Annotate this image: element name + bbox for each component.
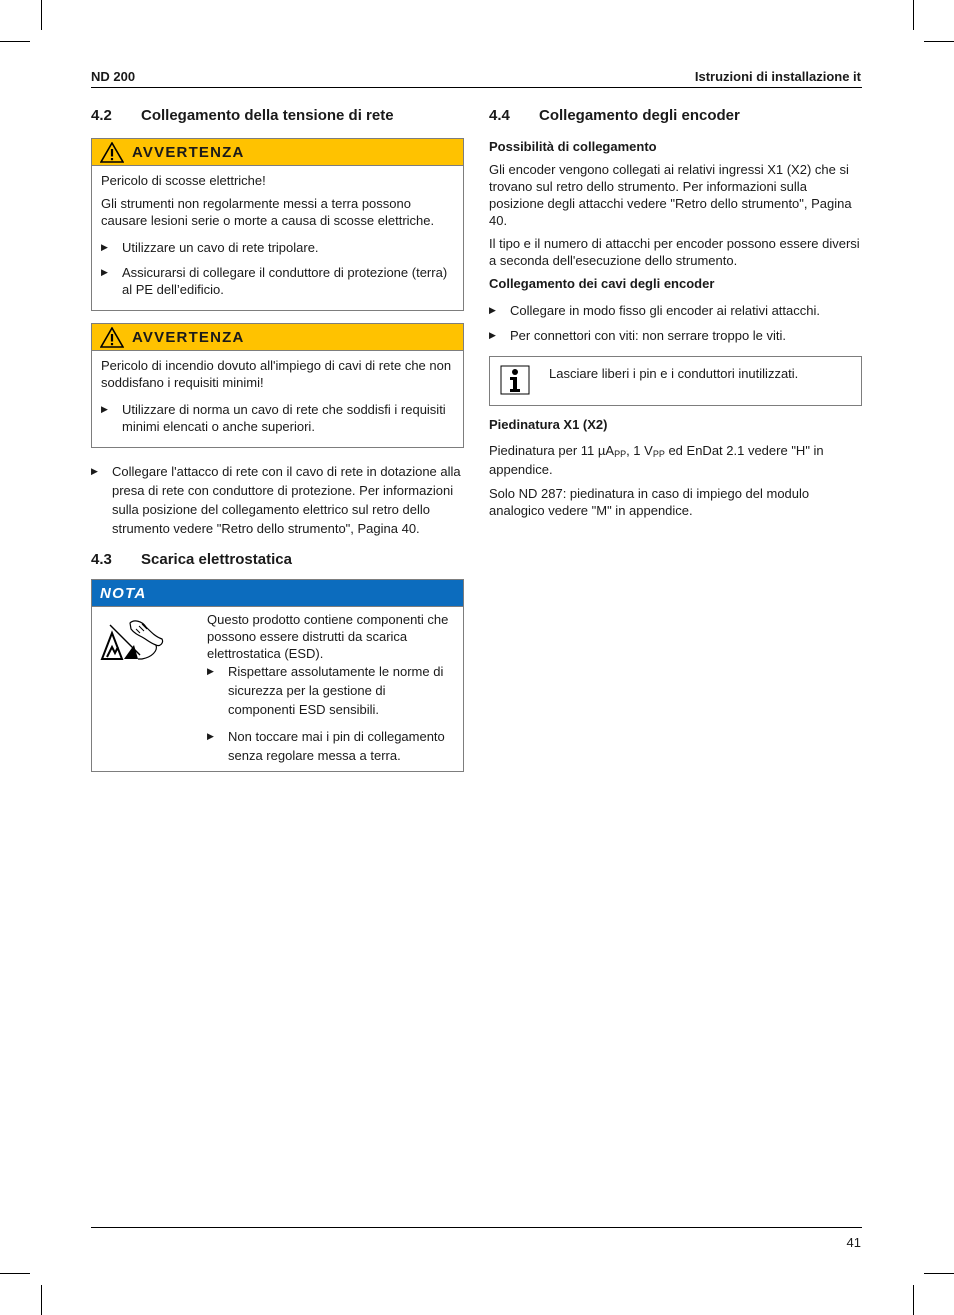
subheading-cavi: Collegamento dei cavi degli encoder	[489, 276, 715, 291]
crop-mark	[924, 41, 954, 42]
warning-triangle-icon	[100, 142, 124, 163]
list-item: ▶ Utilizzare di norma un cavo di rete che soddisfi i requisiti minimi elencati o anche superiori.	[101, 402, 446, 434]
bullet-triangle-icon: ▶	[489, 330, 496, 340]
section-heading-4-4: 4.4 Collegamento degli encoder	[489, 107, 740, 124]
subheading-possibilita: Possibilità di collegamento	[489, 139, 657, 154]
header-doc-title: Istruzioni di installazione it	[694, 69, 861, 84]
list-item: ▶ Utilizzare un cavo di rete tripolare.	[101, 240, 319, 255]
warning-label: AVVERTENZA	[132, 328, 245, 346]
warning-box-shock	[91, 138, 464, 311]
crop-mark	[41, 1285, 42, 1315]
esd-icon	[100, 611, 207, 765]
warning-box-fire	[91, 323, 464, 448]
section-heading-4-3: 4.3 Scarica elettrostatica	[91, 551, 292, 568]
bullet-triangle-icon: ▶	[101, 242, 108, 252]
info-box	[489, 356, 862, 406]
note-header	[92, 580, 463, 607]
crop-mark	[913, 1285, 914, 1315]
warning-text: Gli strumenti non regolarmente messi a terra possono causare lesioni serie o morte a causa di scosse elettriche.	[101, 196, 435, 228]
left-column	[91, 106, 464, 772]
list-item: ▶ Assicurarsi di collegare il conduttore di protezione (terra) al PE dell’edificio.	[101, 265, 448, 297]
footer-rule	[91, 1227, 862, 1228]
warning-text: Pericolo di incendio dovuto all'impiego di cavi di rete che non soddisfano i requisiti minimi!	[101, 358, 452, 390]
list-item: ▶ Collegare l'attacco di rete con il cavo di rete in dotazione alla presa di rete con conduttore di protezione. Per informazioni sulla posizione del collegamento elettrico sul retro dello strumento vedere "Retro dello strumento", Pagina 40.	[91, 464, 461, 536]
bullet-triangle-icon: ▶	[207, 666, 214, 676]
info-text: Lasciare liberi i pin e i conduttori inutilizzati.	[549, 366, 799, 381]
list-item: ▶ Per connettori con viti: non serrare troppo le viti.	[489, 328, 787, 343]
bullet-triangle-icon: ▶	[101, 404, 108, 414]
bullet-triangle-icon: ▶	[207, 731, 214, 741]
bullet-triangle-icon: ▶	[91, 466, 98, 476]
page-number: 41	[846, 1235, 861, 1250]
paragraph: Gli encoder vengono collegati ai relativi ingressi X1 (X2) che si trovano sul retro dello strumento. Per informazioni sulla posizione degli attacchi vedere "Retro dello strumento", Pagina 40.	[489, 162, 852, 228]
warning-triangle-icon	[100, 327, 124, 348]
bullet-triangle-icon: ▶	[101, 267, 108, 277]
header-product: ND 200	[91, 69, 136, 84]
paragraph: Solo ND 287: piedinatura in caso di impiego del modulo analogico vedere "M" in appendice.	[489, 486, 810, 518]
note-box-esd	[91, 579, 464, 772]
right-column	[489, 106, 862, 525]
list-item: ▶ Non toccare mai i pin di collegamento senza regolare messa a terra.	[207, 729, 445, 763]
crop-mark	[924, 1273, 954, 1274]
crop-mark	[913, 0, 914, 30]
warning-header	[92, 324, 463, 351]
crop-mark	[41, 0, 42, 30]
paragraph: Piedinatura per 11 µA$_{PP}$, 1 $V_{PP}$ ed EnDat 2.1 vedere "H" in appendice.	[489, 443, 824, 477]
warning-text: Pericolo di scosse elettriche!	[101, 173, 266, 188]
crop-mark	[0, 41, 30, 42]
warning-header	[92, 139, 463, 166]
note-label: NOTA	[100, 584, 147, 602]
info-icon	[500, 365, 549, 399]
warning-label: AVVERTENZA	[132, 143, 245, 161]
note-text: Questo prodotto contiene componenti che possono essere distrutti da scarica elettrostatica (ESD).	[207, 612, 449, 661]
header-rule	[91, 87, 862, 88]
paragraph: Il tipo e il numero di attacchi per encoder possono essere diversi a seconda dell'esecuzione dello strumento.	[489, 236, 860, 268]
bullet-triangle-icon: ▶	[489, 305, 496, 315]
section-heading-4-2: 4.2 Collegamento della tensione di rete	[91, 107, 394, 124]
subheading-piedinatura: Piedinatura X1 (X2)	[489, 417, 608, 432]
list-item: ▶ Collegare in modo fisso gli encoder ai relativi attacchi.	[489, 303, 820, 318]
crop-mark	[0, 1273, 30, 1274]
list-item: ▶ Rispettare assolutamente le norme di sicurezza per la gestione di componenti ESD sensibili.	[207, 664, 444, 717]
